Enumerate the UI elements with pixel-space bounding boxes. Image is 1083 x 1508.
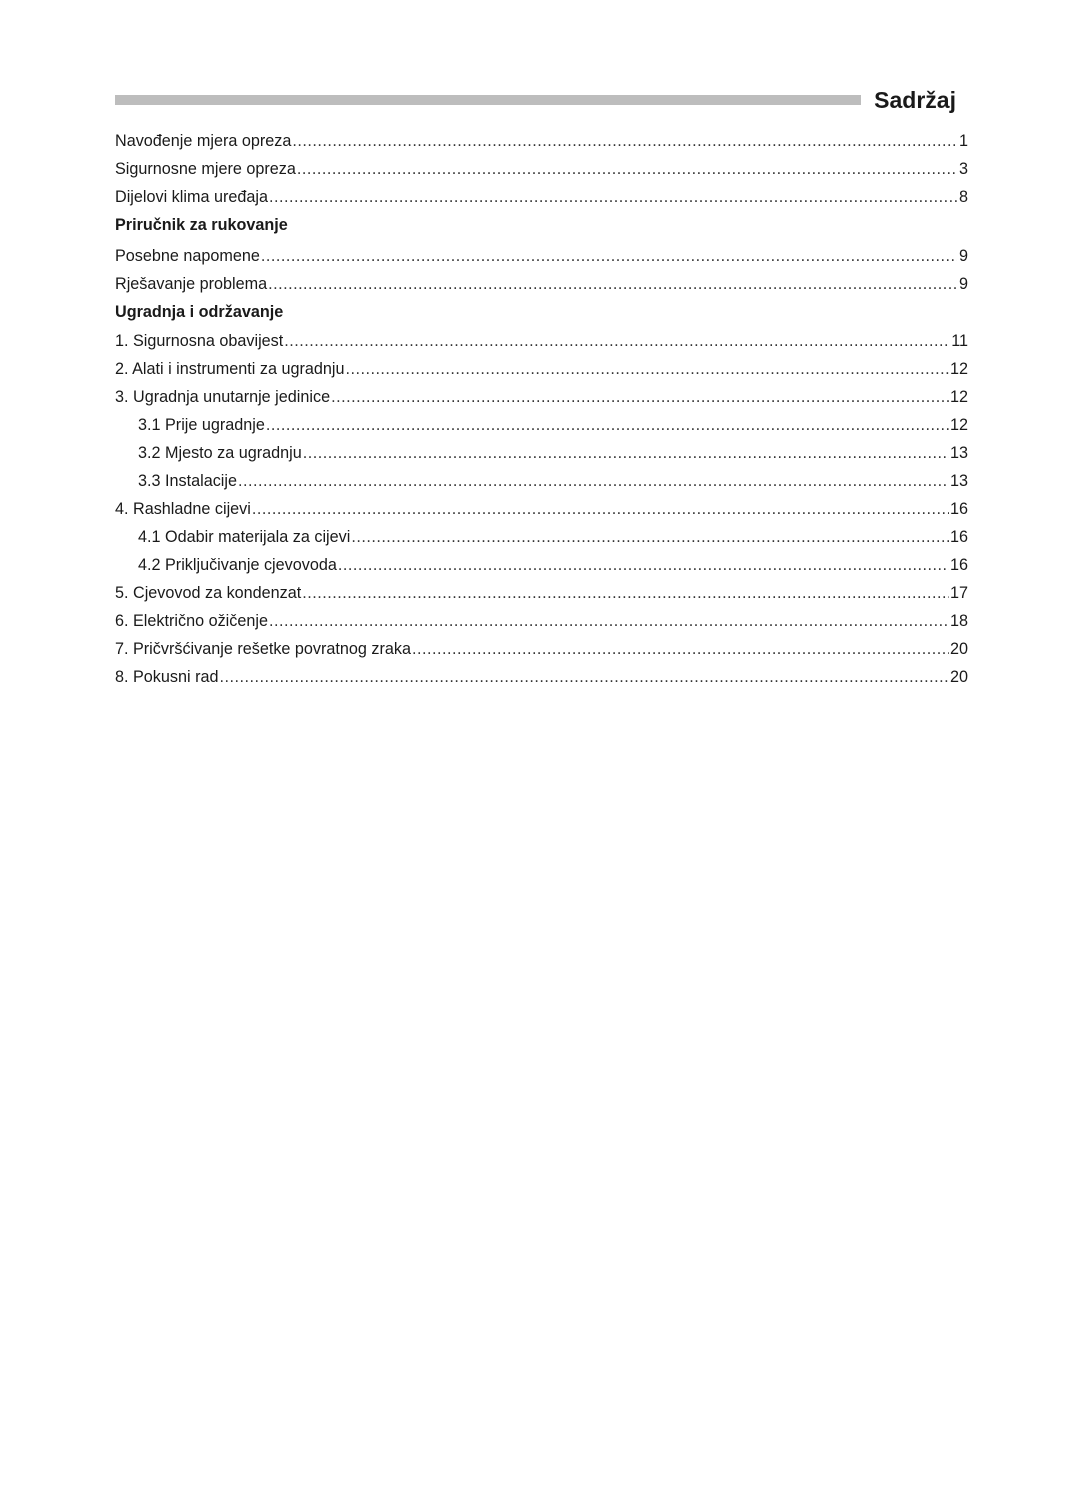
toc-entry-page: 20	[949, 640, 968, 658]
toc-subentry[interactable]	[115, 523, 968, 551]
toc-entry-page: 11	[951, 332, 968, 350]
toc-subentry[interactable]	[115, 467, 968, 495]
table-of-contents	[115, 127, 968, 691]
toc-leader-dots	[303, 439, 949, 467]
toc-leader-dots	[345, 355, 949, 383]
toc-entry-label: 7. Pričvršćivanje rešetke povratnog zraka	[115, 640, 411, 658]
toc-entry[interactable]	[115, 242, 968, 270]
toc-entry-label: 3. Ugradnja unutarnje jedinice	[115, 388, 331, 406]
toc-entry-label: 2. Alati i instrumenti za ugradnju	[115, 360, 345, 378]
toc-entry-page: 16	[949, 500, 968, 518]
toc-leader-dots	[266, 411, 949, 439]
toc-entry-page: 1	[958, 132, 968, 150]
toc-leader-dots	[351, 523, 949, 551]
toc-entry-label: 3.1 Prije ugradnje	[138, 416, 265, 434]
toc-entry-page: 13	[949, 472, 968, 490]
toc-entry[interactable]	[115, 495, 968, 523]
toc-leader-dots	[331, 383, 949, 411]
toc-entry-page: 18	[949, 612, 968, 630]
toc-leader-dots	[338, 551, 949, 579]
toc-leader-dots	[261, 242, 957, 270]
toc-entry-page: 9	[958, 275, 968, 293]
toc-entry-label: 5. Cjevovod za kondenzat	[115, 584, 302, 602]
toc-leader-dots	[219, 663, 949, 691]
toc-leader-dots	[302, 579, 949, 607]
toc-leader-dots	[292, 127, 957, 155]
toc-entry-label: 3.2 Mjesto za ugradnju	[138, 444, 302, 462]
page-title: Sadržaj	[874, 87, 956, 113]
toc-leader-dots	[284, 327, 950, 355]
toc-leader-dots	[412, 635, 949, 663]
toc-entry-page: 12	[949, 360, 968, 378]
toc-entry-page: 9	[958, 247, 968, 265]
toc-section-heading: Ugradnja i održavanje	[115, 303, 284, 321]
toc-entry[interactable]	[115, 383, 968, 411]
toc-entry-page: 17	[949, 584, 968, 602]
toc-entry-page: 3	[958, 160, 968, 178]
toc-entry[interactable]	[115, 607, 968, 635]
toc-entry-label: 4. Rashladne cijevi	[115, 500, 251, 518]
toc-entry[interactable]	[115, 355, 968, 383]
toc-leader-dots	[269, 183, 957, 211]
toc-entry-page: 16	[949, 528, 968, 546]
toc-entry-label: 4.1 Odabir materijala za cijevi	[138, 528, 351, 546]
toc-leader-dots	[269, 607, 949, 635]
toc-entry-label: Sigurnosne mjere opreza	[115, 160, 296, 178]
toc-leader-dots	[238, 467, 949, 495]
toc-entry[interactable]	[115, 579, 968, 607]
toc-entry-label: 1. Sigurnosna obavijest	[115, 332, 284, 350]
toc-entry[interactable]	[115, 635, 968, 663]
page-header	[115, 84, 968, 116]
toc-entry[interactable]	[115, 270, 968, 298]
toc-section-heading: Priručnik za rukovanje	[115, 216, 288, 234]
header-bar	[115, 95, 861, 105]
toc-entry[interactable]	[115, 327, 968, 355]
toc-entry-page: 13	[949, 444, 968, 462]
toc-entry-label: 3.3 Instalacije	[138, 472, 237, 490]
toc-entry-label: Dijelovi klima uređaja	[115, 188, 268, 206]
toc-entry-label: 6. Električno ožičenje	[115, 612, 268, 630]
toc-leader-dots	[268, 270, 957, 298]
toc-entry[interactable]	[115, 663, 968, 691]
toc-entry[interactable]	[115, 127, 968, 155]
toc-entry[interactable]	[115, 183, 968, 211]
toc-subentry[interactable]	[115, 439, 968, 467]
toc-entry-page: 20	[949, 668, 968, 686]
toc-subentry[interactable]	[115, 551, 968, 579]
toc-entry-label: Posebne napomene	[115, 247, 260, 265]
toc-entry-page: 16	[949, 556, 968, 574]
toc-entry-label: Navođenje mjera opreza	[115, 132, 292, 150]
toc-leader-dots	[297, 155, 957, 183]
toc-entry-page: 8	[958, 188, 968, 206]
toc-entry[interactable]	[115, 155, 968, 183]
toc-entry-page: 12	[949, 416, 968, 434]
toc-entry-label: Rješavanje problema	[115, 275, 268, 293]
toc-entry-page: 12	[949, 388, 968, 406]
toc-leader-dots	[252, 495, 949, 523]
toc-entry-label: 4.2 Priključivanje cjevovoda	[138, 556, 337, 574]
toc-entry-label: 8. Pokusni rad	[115, 668, 219, 686]
toc-subentry[interactable]	[115, 411, 968, 439]
